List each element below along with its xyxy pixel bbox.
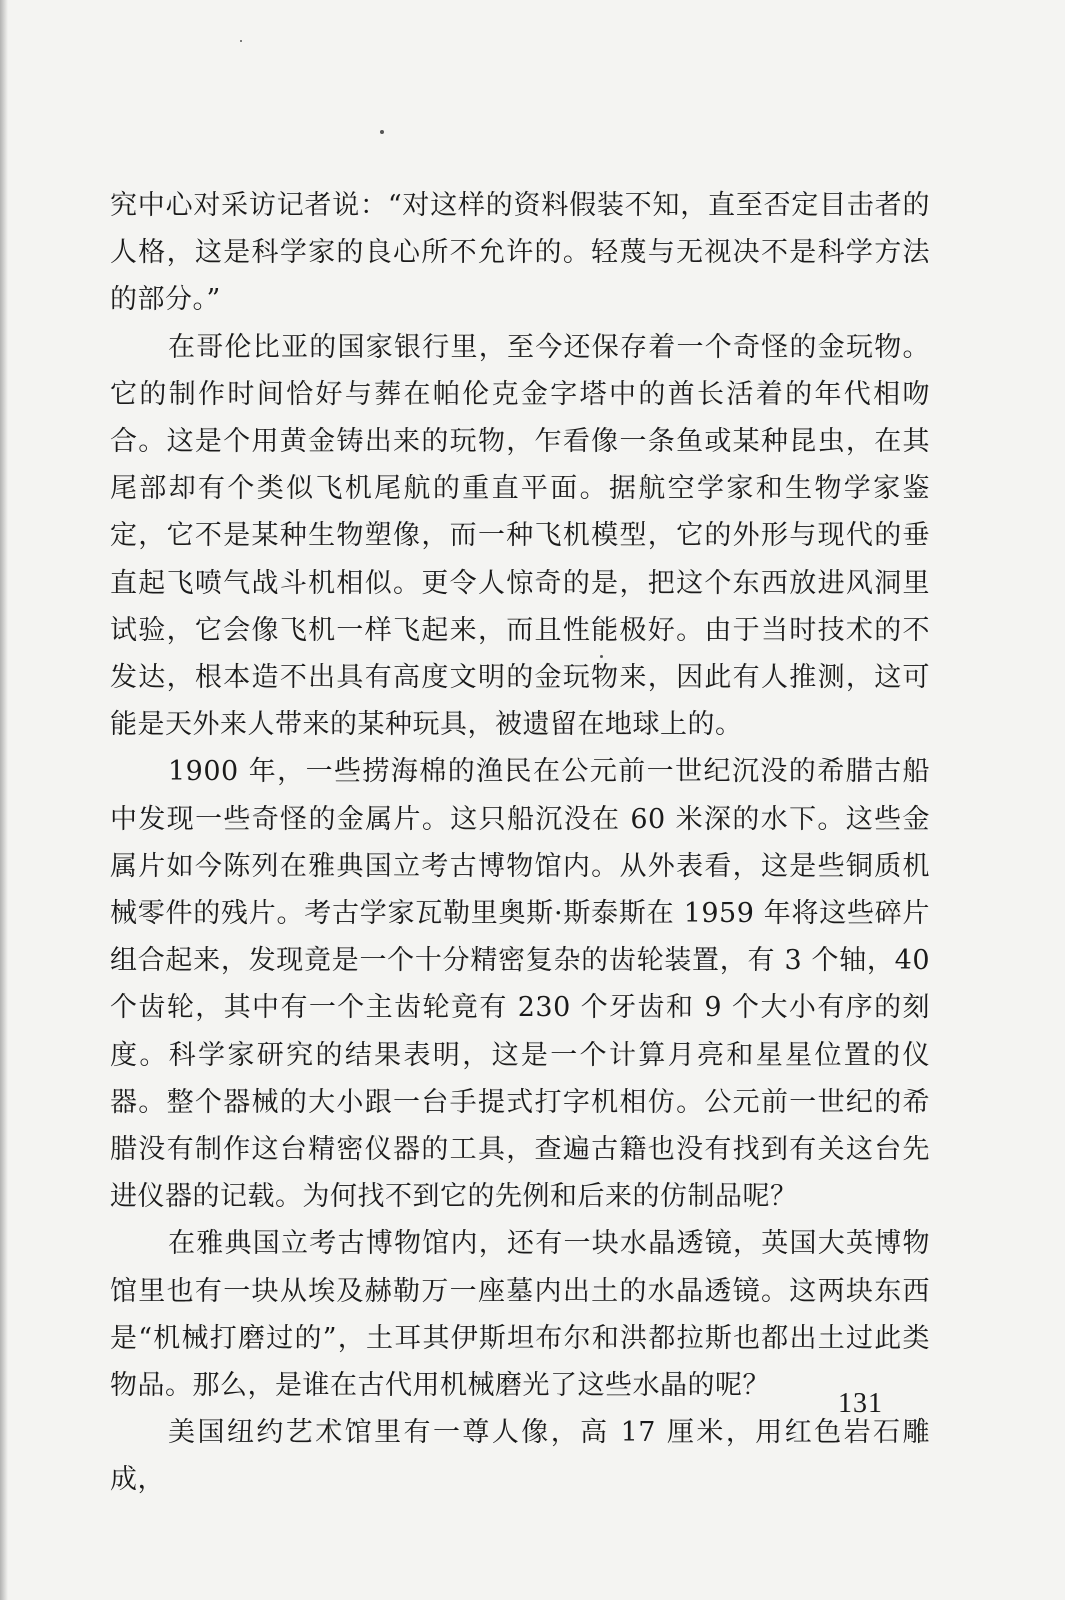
paragraph-5: 美国纽约艺术馆里有一尊人像，高 17 厘米，用红色岩石雕成， xyxy=(110,1417,930,1496)
paragraph-2: 在哥伦比亚的国家银行里，至今还保存着一个奇怪的金玩物。它的制作时间恰好与葬在帕伦克金字塔中的酋长活着的年代相吻合。这是个用黄金铸出来的玩物，乍看像一条鱼或某种昆虫，在其尾部却有个类似飞机尾航的重直平面。据航空学家和生物学家鉴定，它不是某种生物塑像，而一种飞机模型，它的外形与现代的垂直起飞喷气战斗机相似。更令人惊奇的是，把这个东西放进风洞里试验，它会像飞机一样飞起来，而且性能极好。由于当时技术的不发达，根本造不出具有高度文明的金玩物来，因此有人推测，这可能是天外来人带来的某种玩具，被遗留在地球上的。 xyxy=(110,331,930,741)
body-text xyxy=(110,182,930,1504)
binding-shadow xyxy=(0,0,8,1600)
scan-speck xyxy=(240,40,242,42)
page-number: 131 xyxy=(838,1388,883,1419)
paragraph-4: 在雅典国立考古博物馆内，还有一块水晶透镜，英国大英博物馆里也有一块从埃及赫勒万一座墓内出土的水晶透镜。这两块东西是“机械打磨过的”，土耳其伊斯坦布尔和洪都拉斯也都出土过此类物品。那么，是谁在古代用机械磨光了这些水晶的呢？ xyxy=(110,1228,930,1402)
scan-speck xyxy=(380,130,384,134)
paragraph-3: 1900 年，一些捞海棉的渔民在公元前一世纪沉没的希腊古船中发现一些奇怪的金属片。这只船沉没在 60 米深的水下。这些金属片如今陈列在雅典国立考古博物馆内。从外表看，这是些铜质机械零件的残片。考古学家瓦勒里奥斯·斯泰斯在 1959 年将这些碎片组合起来，发现竟是一个十分精密复杂的齿轮装置，有 3 个轴，40 个齿轮，其中有一个主齿轮竟有 230 个牙齿和 9 个大小有序的刻度。科学家研究的结果表明，这是一个计算月亮和星星位置的仪器。整个器械的大小跟一台手提式打字机相仿。公元前一世纪的希腊没有制作这台精密仪器的工具，查遍古籍也没有找到有关这台先进仪器的记载。为何找不到它的先例和后来的仿制品呢？ xyxy=(110,756,930,1213)
paragraph-1: 究中心对采访记者说：“对这样的资料假装不知，直至否定目击者的人格，这是科学家的良心所不允许的。轻蔑与无视决不是科学方法的部分。” xyxy=(110,190,930,316)
